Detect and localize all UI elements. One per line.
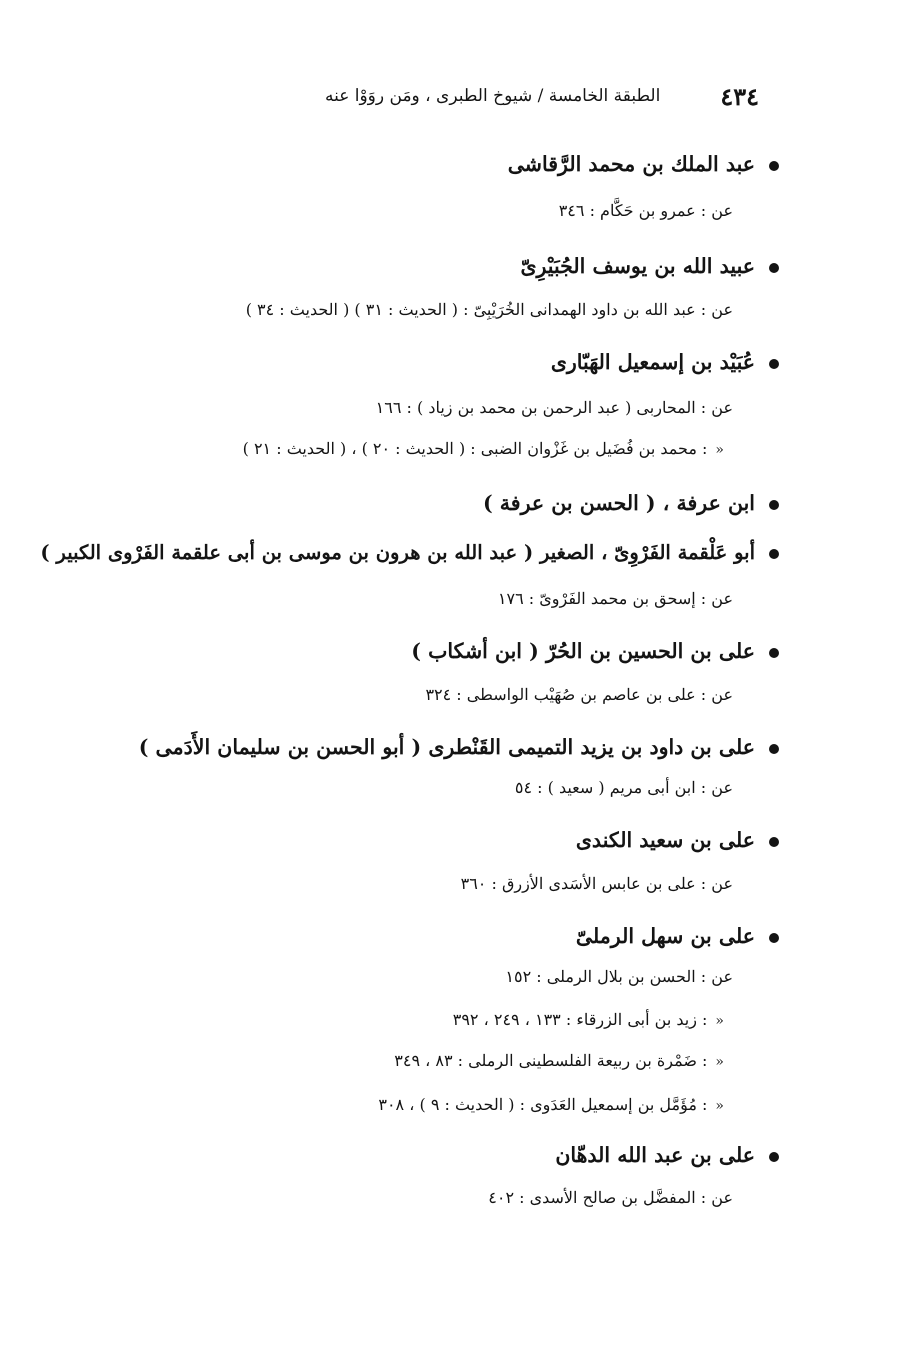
entry-name: عُبَيْد بن إسمعيل الهَبّارى — [550, 350, 755, 374]
bullet-icon — [769, 549, 779, 559]
entry-source: عن : عبد الله بن داود الهمدانى الخُرَيْبِىّ : ( الحديث : ٣١ ) ( الحديث : ٣٤ ) — [245, 300, 733, 319]
bullet-icon — [769, 1152, 779, 1162]
bullet-icon — [769, 933, 779, 943]
bullet-icon — [769, 837, 779, 847]
entry-source — [453, 1012, 724, 1028]
ditto-mark: « — [715, 442, 724, 458]
entry-heading — [411, 641, 779, 662]
entry-name: على بن داود بن يزيد التميمى القَنْطرى ( أبو الحسن بن سليمان الأَدَمى ) — [138, 735, 755, 759]
entry-name: على بن سعيد الكندى — [575, 828, 755, 852]
entry-source: عن : على بن عابس الأسَدى الأزرق : ٣٦٠ — [460, 874, 733, 893]
entry-heading — [40, 543, 779, 563]
entry-name: على بن الحسين بن الحُرّ ( ابن أشكاب ) — [411, 639, 755, 663]
entry-source: عن : على بن عاصم بن صُهَيْب الواسطى : ٣٢٤ — [425, 685, 733, 704]
entry-source: عن : ابن أبى مريم ( سعيد ) : ٥٤ — [514, 778, 733, 797]
entry-heading — [520, 256, 779, 277]
source-text: : ضَمْرة بن ربيعة الفلسطينى الرملى : ٨٣ ، ٣٤٩ — [394, 1051, 708, 1070]
entry-source — [378, 1097, 724, 1113]
bullet-icon — [769, 648, 779, 658]
ditto-mark: « — [715, 1013, 724, 1029]
entry-name: أبو عَلْقمة الفَرْوِىّ ، الصغير ( عبد الله بن هرون بن موسى بن أبى علقمة الفَرْوى الكبير ) — [40, 541, 755, 564]
entry-source: عن : المفضَّل بن صالح الأسدى : ٤٠٢ — [488, 1188, 733, 1207]
bullet-icon — [769, 161, 779, 171]
entry-heading — [576, 830, 779, 851]
entry-heading — [508, 154, 779, 175]
bullet-icon — [769, 500, 779, 510]
entry-name: عبيد الله بن يوسف الجُبَيْرِىّ — [520, 254, 755, 278]
entry-heading — [576, 926, 779, 947]
source-text: : زيد بن أبى الزرقاء : ١٣٣ ، ٢٤٩ ، ٣٩٢ — [452, 1010, 708, 1029]
ditto-mark: « — [715, 1054, 724, 1070]
source-text: : محمد بن فُضَيل بن غَزْوان الضبى : ( الحديث : ٢٠ ) ، ( الحديث : ٢١ ) — [242, 439, 708, 458]
source-text: : مُؤَمَّل بن إسمعيل العَدَوى : ( الحديث : ٩ ) ، ٣٠٨ — [378, 1095, 708, 1114]
entry-heading — [139, 737, 779, 758]
entry-source — [394, 1053, 724, 1069]
ditto-mark: « — [715, 1098, 724, 1114]
entry-source: عن : إسحق بن محمد الفَرْوىّ : ١٧٦ — [497, 589, 733, 608]
entry-name: ابن عرفة ، ( الحسن بن عرفة ) — [482, 491, 755, 515]
running-head: الطبقة الخامسة / شيوخ الطبرى ، ومَن روَوْا عنه — [324, 86, 661, 106]
entry-source: عن : عمرو بن حَكَّام : ٣٤٦ — [558, 201, 733, 220]
entry-source — [243, 441, 724, 457]
entry-name: على بن سهل الرملىّ — [575, 924, 755, 948]
bullet-icon — [769, 744, 779, 754]
entry-heading — [551, 352, 779, 373]
entry-heading — [483, 493, 779, 514]
bullet-icon — [769, 263, 779, 273]
entry-source: عن : الحسن بن بلال الرملى : ١٥٢ — [505, 967, 733, 986]
page-number: ٤٣٤ — [720, 81, 759, 111]
entry-name: عبد الملك بن محمد الرَّقاشى — [507, 152, 755, 176]
entry-name: على بن عبد الله الدهّان — [555, 1143, 755, 1167]
entry-heading — [555, 1145, 779, 1166]
entry-source: عن : المحاربى ( عبد الرحمن بن محمد بن زياد ) : ١٦٦ — [375, 398, 733, 417]
bullet-icon — [769, 359, 779, 369]
